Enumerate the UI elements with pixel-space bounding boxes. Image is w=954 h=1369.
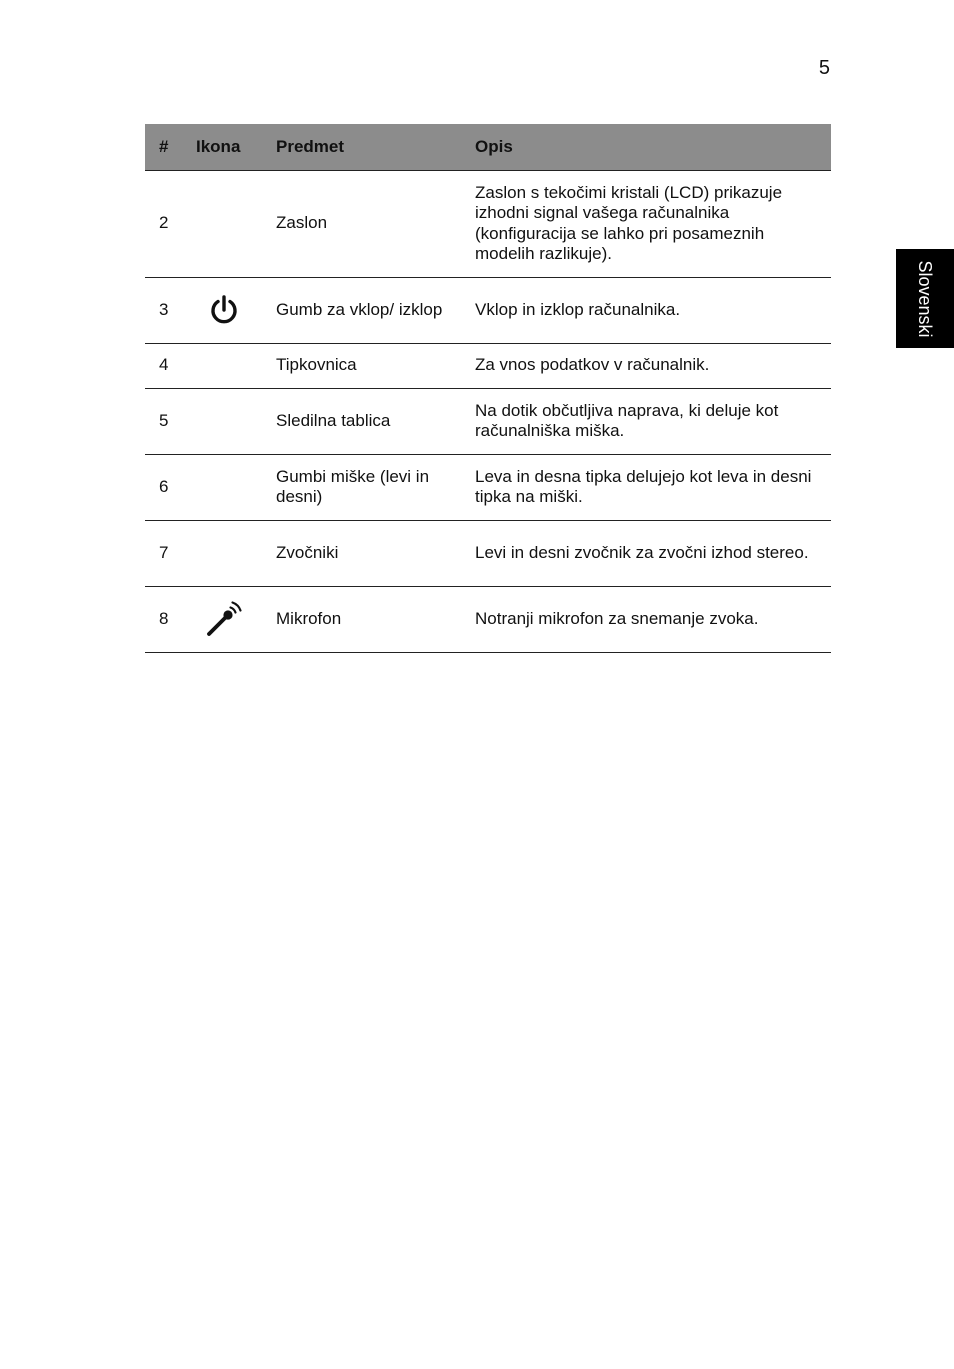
row-icon-cell <box>184 388 276 454</box>
row-icon-cell <box>184 170 276 277</box>
row-icon-cell <box>184 343 276 388</box>
row-item: Zvočniki <box>276 520 475 586</box>
row-number: 4 <box>145 343 184 388</box>
row-number: 5 <box>145 388 184 454</box>
table-row <box>145 388 831 454</box>
microphone-icon <box>205 600 243 638</box>
row-description: Zaslon s tekočimi kristali (LCD) prikazuje izhodni signal vašega računalnika (konfiguracija se lahko pri posameznih modelih razlikuje). <box>475 170 831 277</box>
language-tab <box>896 249 954 348</box>
header-item: Predmet <box>276 124 475 170</box>
component-table <box>145 124 831 653</box>
row-icon-cell <box>184 586 276 652</box>
header-description: Opis <box>475 124 831 170</box>
row-item: Zaslon <box>276 170 475 277</box>
language-tab-label: Slovenski <box>915 259 935 338</box>
table-row <box>145 277 831 343</box>
row-number: 3 <box>145 277 184 343</box>
header-number: # <box>145 124 184 170</box>
row-description: Za vnos podatkov v računalnik. <box>475 343 831 388</box>
row-item: Gumbi miške (levi in desni) <box>276 454 475 520</box>
row-icon-cell <box>184 454 276 520</box>
row-number: 7 <box>145 520 184 586</box>
table-row <box>145 520 831 586</box>
row-description: Vklop in izklop računalnika. <box>475 277 831 343</box>
table-row <box>145 343 831 388</box>
row-description: Notranji mikrofon za snemanje zvoka. <box>475 586 831 652</box>
row-icon-cell <box>184 277 276 343</box>
table-header-row <box>145 124 831 170</box>
row-number: 8 <box>145 586 184 652</box>
row-number: 6 <box>145 454 184 520</box>
row-description: Levi in desni zvočnik za zvočni izhod stereo. <box>475 520 831 586</box>
row-number: 2 <box>145 170 184 277</box>
row-item: Sledilna tablica <box>276 388 475 454</box>
row-icon-cell <box>184 520 276 586</box>
row-item: Gumb za vklop/ izklop <box>276 277 475 343</box>
row-description: Na dotik občutljiva naprava, ki deluje kot računalniška miška. <box>475 388 831 454</box>
table-row <box>145 454 831 520</box>
row-item: Mikrofon <box>276 586 475 652</box>
row-item: Tipkovnica <box>276 343 475 388</box>
table-row <box>145 586 831 652</box>
power-icon <box>207 293 241 327</box>
header-icon: Ikona <box>184 124 276 170</box>
page-number: 5 <box>818 57 830 79</box>
table-row <box>145 170 831 277</box>
row-description: Leva in desna tipka delujejo kot leva in desni tipka na miški. <box>475 454 831 520</box>
